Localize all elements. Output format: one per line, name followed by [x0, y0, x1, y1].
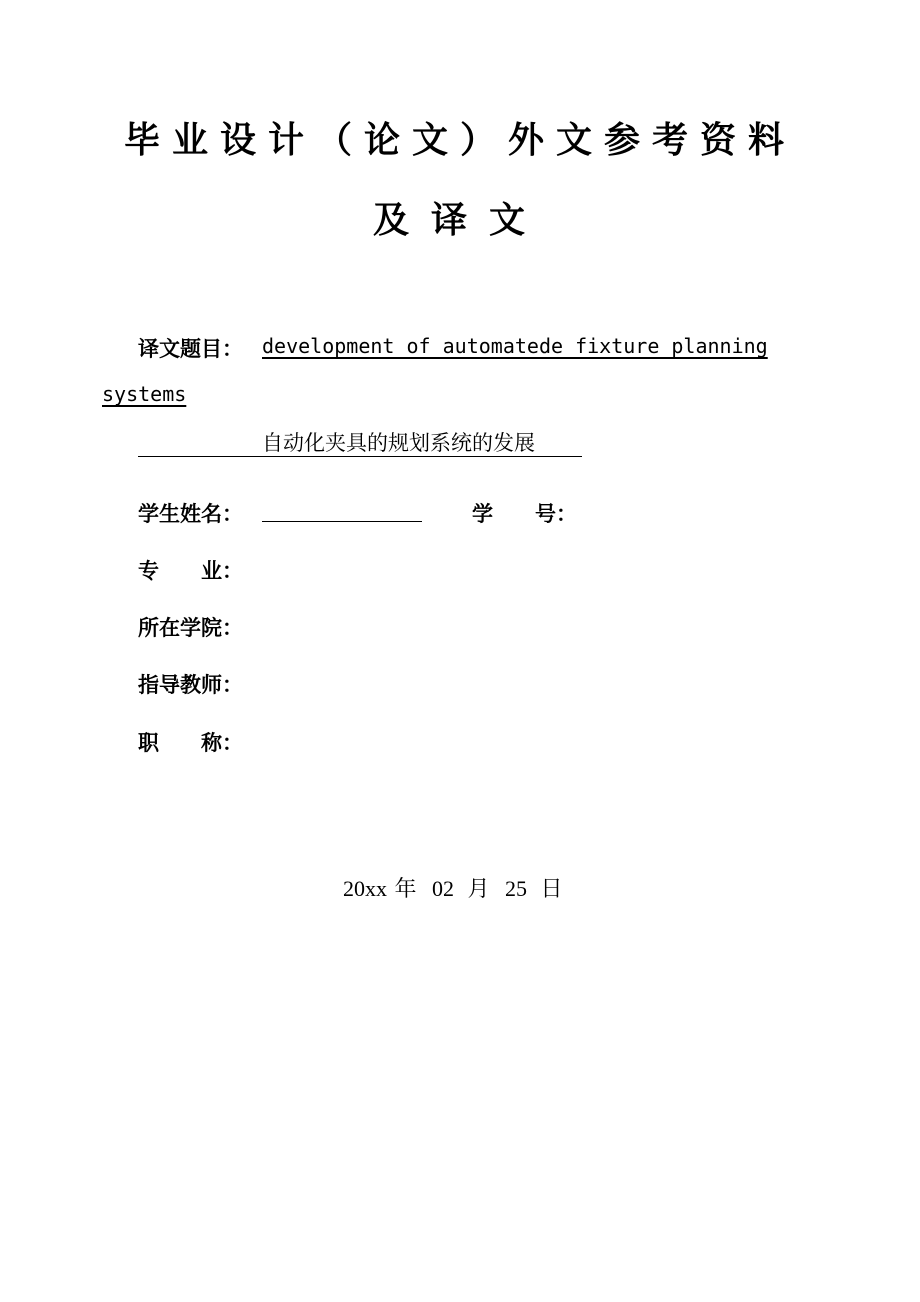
student-name-label: 学生姓名： — [138, 502, 243, 526]
submission-date — [343, 872, 563, 903]
professional-title-label: 职 称： — [138, 731, 243, 755]
date-day-unit: 日 — [540, 877, 563, 902]
major-label: 专 业： — [138, 559, 243, 583]
document-title-line-2: 及译文 — [372, 200, 547, 241]
date-year: 20xx — [343, 876, 387, 901]
chinese-title-underline — [138, 426, 582, 457]
date-year-unit: 年 — [394, 877, 417, 902]
student-name-blank — [262, 521, 422, 522]
date-month: 02 — [432, 876, 455, 901]
student-id-label: 学 号： — [472, 502, 577, 526]
english-title-line-1: development of automatede fixture planning — [262, 334, 768, 358]
date-day: 25 — [505, 876, 528, 901]
translation-title-label: 译文题目： — [138, 337, 243, 361]
document-title-line-1: 毕业设计（论文）外文参考资料 — [123, 120, 796, 161]
college-label: 所在学院： — [138, 616, 243, 640]
date-month-unit: 月 — [467, 877, 490, 902]
advisor-label: 指导教师： — [138, 673, 243, 697]
english-title-line-2: systems — [102, 382, 187, 406]
chinese-title: 自动化夹具的规划系统的发展 — [262, 431, 535, 455]
